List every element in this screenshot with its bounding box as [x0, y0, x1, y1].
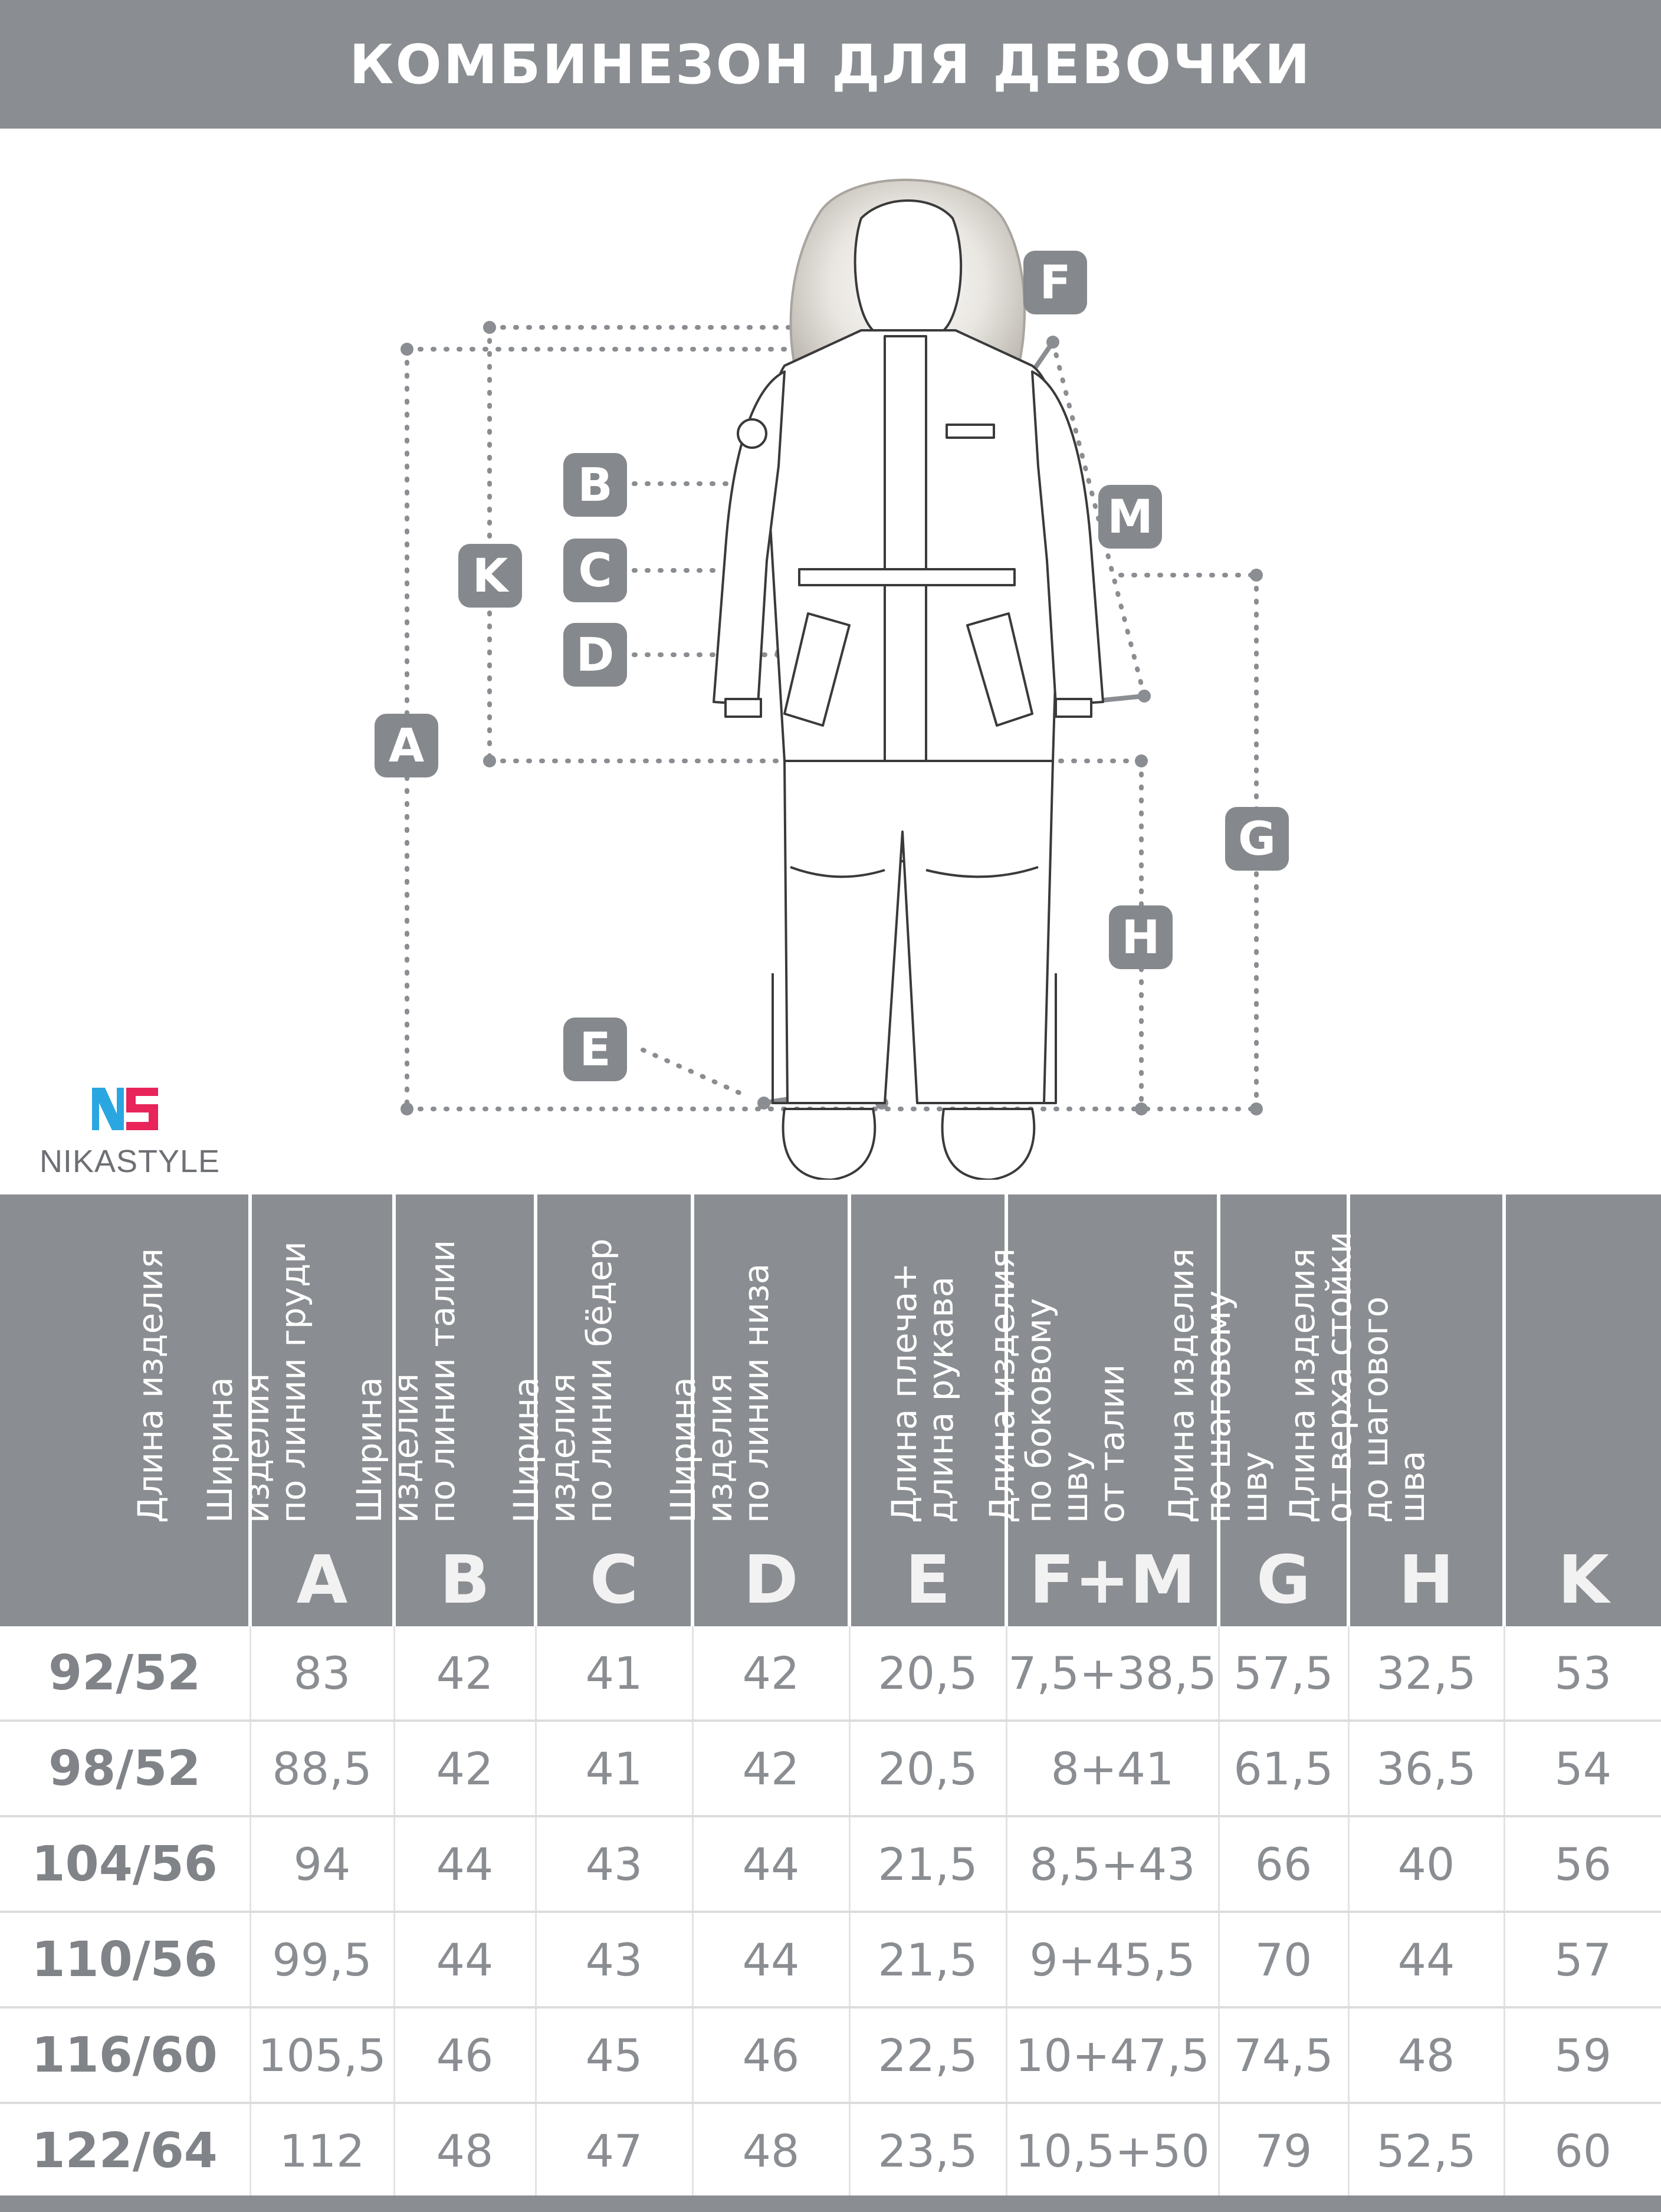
svg-text:H: H: [1121, 911, 1160, 964]
svg-text:K: K: [472, 550, 508, 603]
table-row: [0, 1912, 1661, 2007]
table-row: [0, 1626, 1661, 1721]
ns-logo-icon: [90, 1085, 160, 1133]
measurement-cell: 53: [1504, 1626, 1661, 1721]
measurement-cell: 112: [250, 2103, 394, 2198]
size-cell: 122/64: [0, 2103, 250, 2198]
jumpsuit-drawing: [714, 180, 1103, 1180]
measurement-cell: 10,5+50: [1006, 2103, 1219, 2198]
measurement-cell: 48: [692, 2103, 849, 2198]
measurement-cell: 52,5: [1348, 2103, 1504, 2198]
column-header-label: Длина изделия по шаговому шву: [1161, 1248, 1275, 1523]
measurement-cell: 46: [394, 2007, 536, 2103]
table-body: [0, 1626, 1661, 2198]
svg-text:E: E: [579, 1023, 611, 1077]
svg-text:A: A: [388, 720, 425, 773]
size-cell: 104/56: [0, 1816, 250, 1912]
measurement-cell: 45: [536, 2007, 692, 2103]
measurement-cell: 44: [692, 1816, 849, 1912]
page-title: КОМБИНЕЗОН ДЛЯ ДЕВОЧКИ: [349, 32, 1312, 96]
svg-text:M: M: [1107, 491, 1153, 544]
column-header-label: Длина изделия по боковому шву от талии: [982, 1248, 1132, 1523]
measurement-cell: 40: [1348, 1816, 1504, 1912]
measurement-cell: 48: [1348, 2007, 1504, 2103]
measurement-cell: 44: [692, 1912, 849, 2007]
column-header-letter: C: [589, 1542, 639, 1619]
measurement-cell: 54: [1504, 1721, 1661, 1816]
column-header-letter: A: [296, 1542, 348, 1619]
column-header-label: Длина плеча+ длина рукава: [884, 1262, 961, 1523]
measurement-cell: 44: [394, 1912, 536, 2007]
column-header-letter: H: [1399, 1542, 1454, 1619]
measurement-cell: 44: [394, 1816, 536, 1912]
measurement-cell: 22,5: [849, 2007, 1006, 2103]
column-header-label: Длина изделия: [130, 1248, 170, 1523]
diagram-label-f: [1023, 251, 1087, 314]
measurement-cell: 48: [394, 2103, 536, 2198]
measurement-cell: 42: [692, 1721, 849, 1816]
measurement-cell: 10+47,5: [1006, 2007, 1219, 2103]
diagram-label-b: [563, 453, 627, 517]
measurement-cell: 74,5: [1219, 2007, 1348, 2103]
svg-text:B: B: [577, 459, 613, 512]
title-bar: [0, 0, 1661, 129]
measurement-cell: 44: [1348, 1912, 1504, 2007]
garment-diagram: [0, 136, 1661, 1180]
column-header-label: Ширина изделия по линии талии: [349, 1239, 462, 1523]
measurement-cell: 43: [536, 1912, 692, 2007]
size-cell: 98/52: [0, 1721, 250, 1816]
measurement-cell: 21,5: [849, 1912, 1006, 2007]
measurement-cell: 41: [536, 1721, 692, 1816]
measurement-cell: 21,5: [849, 1816, 1006, 1912]
column-header-label: Ширина изделия по линии бёдер: [506, 1238, 619, 1523]
svg-text:C: C: [578, 544, 612, 598]
svg-text:D: D: [576, 629, 615, 682]
diagram-label-k: [458, 544, 522, 608]
table-row: [0, 2007, 1661, 2103]
column-header-label: Ширина изделия по линии груди: [200, 1241, 313, 1523]
table-row: [0, 2103, 1661, 2198]
column-header-letter: D: [743, 1542, 799, 1619]
column-header-letter: B: [439, 1542, 490, 1619]
measurement-cell: 42: [692, 1626, 849, 1721]
diagram-label-m: [1098, 485, 1162, 549]
table-header-row: [0, 1194, 1661, 1626]
measurement-cell: 57: [1504, 1912, 1661, 2007]
measurement-cell: 105,5: [250, 2007, 394, 2103]
svg-text:F: F: [1039, 257, 1071, 310]
size-table: [0, 1194, 1661, 2200]
column-header-letter: E: [905, 1542, 951, 1619]
bottom-bar: [0, 2195, 1661, 2212]
measurement-cell: 66: [1219, 1816, 1348, 1912]
measurement-cell: 61,5: [1219, 1721, 1348, 1816]
column-header-content: [1282, 1194, 1661, 1626]
column-header-label: Длина изделия от верха стойки до шагового шва: [1282, 1231, 1432, 1523]
diagram-label-d: [563, 623, 627, 687]
brand-logo: [35, 1085, 224, 1186]
diagram-label-c: [563, 539, 627, 602]
table-row: [0, 1816, 1661, 1912]
measurement-cell: 47: [536, 2103, 692, 2198]
measurement-cell: 99,5: [250, 1912, 394, 2007]
measurement-cell: 79: [1219, 2103, 1348, 2198]
measurement-cell: 59: [1504, 2007, 1661, 2103]
column-header-letter: G: [1256, 1542, 1311, 1619]
diagram-label-g: [1225, 807, 1289, 871]
brand-name: NIKASTYLE: [39, 1144, 221, 1179]
measurement-cell: 8+41: [1006, 1721, 1219, 1816]
measurement-cell: 41: [536, 1626, 692, 1721]
measurement-cell: 42: [394, 1721, 536, 1816]
column-header-letter: K: [1558, 1542, 1609, 1619]
measurement-cell: 20,5: [849, 1626, 1006, 1721]
measurement-cell: 42: [394, 1626, 536, 1721]
measurement-cell: 46: [692, 2007, 849, 2103]
diagram-label-e: [563, 1018, 627, 1081]
diagram-label-h: [1109, 905, 1173, 969]
measurement-cell: 7,5+38,5: [1006, 1626, 1219, 1721]
measurement-cell: 20,5: [849, 1721, 1006, 1816]
column-header-label: Ширина изделия по линии низа: [663, 1263, 776, 1523]
measurement-cell: 56: [1504, 1816, 1661, 1912]
measurement-cell: 94: [250, 1816, 394, 1912]
column-header-letter: F+M: [1029, 1542, 1196, 1619]
measurement-cell: 36,5: [1348, 1721, 1504, 1816]
size-cell: 116/60: [0, 2007, 250, 2103]
measurement-cell: 83: [250, 1626, 394, 1721]
measurement-cell: 70: [1219, 1912, 1348, 2007]
measurement-cell: 23,5: [849, 2103, 1006, 2198]
measurement-cell: 8,5+43: [1006, 1816, 1219, 1912]
svg-text:G: G: [1237, 813, 1276, 866]
measurement-cell: 60: [1504, 2103, 1661, 2198]
measurement-cell: 57,5: [1219, 1626, 1348, 1721]
measurement-cell: 32,5: [1348, 1626, 1504, 1721]
table-row: [0, 1721, 1661, 1816]
measurement-cell: 88,5: [250, 1721, 394, 1816]
size-cell: 92/52: [0, 1626, 250, 1721]
size-cell: 110/56: [0, 1912, 250, 2007]
diagram-label-a: [375, 714, 438, 777]
measurement-cell: 9+45,5: [1006, 1912, 1219, 2007]
measurement-cell: 43: [536, 1816, 692, 1912]
column-header: [1282, 1194, 1661, 1626]
